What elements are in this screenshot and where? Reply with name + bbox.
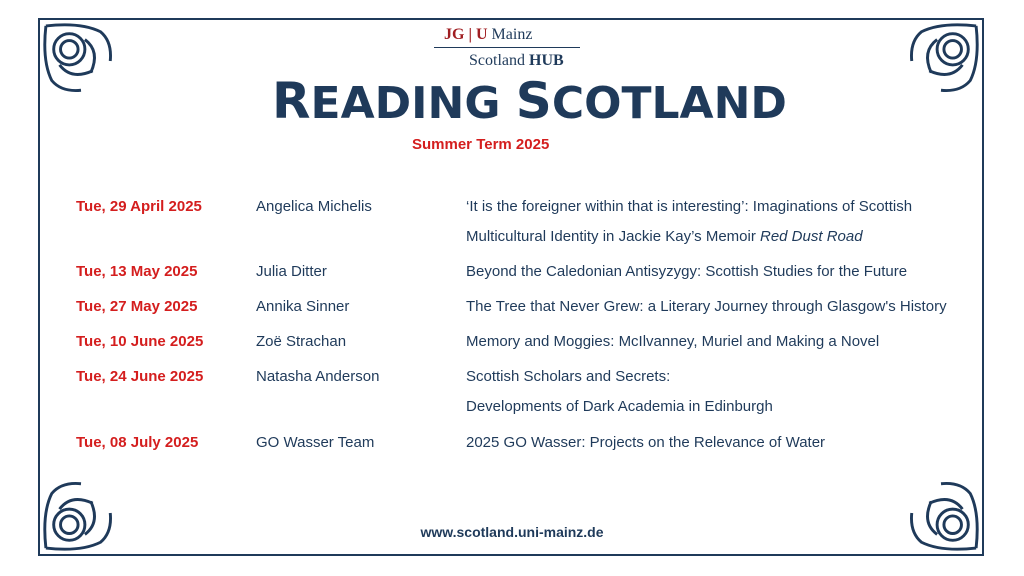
event-speaker: Annika Sinner (256, 298, 350, 315)
event-speaker: Julia Ditter (256, 263, 327, 280)
title-initial-s: S (515, 72, 552, 130)
event-title-line: Developments of Dark Academia in Edinburgh (466, 398, 773, 415)
event-title-line: ‘It is the foreigner within that is interesting’: Imaginations of Scottish (466, 198, 913, 215)
hub-label (469, 52, 564, 70)
hub-bold: HUB (529, 52, 564, 69)
event-title: 2025 GO Wasser: Projects on the Relevance of Water (466, 434, 826, 451)
event-title: Memory and Moggies: McIlvanney, Muriel and Making a Novel (466, 333, 880, 350)
celtic-knot-icon (42, 22, 120, 100)
event-title-text: Multicultural Identity in Jackie Kay’s Memoir (466, 228, 760, 245)
logo-divider (434, 47, 580, 48)
event-title (466, 362, 986, 422)
page-title (272, 72, 787, 130)
event-title-line (466, 222, 986, 252)
event-date: Tue, 24 June 2025 (76, 368, 204, 385)
event-speaker: Natasha Anderson (256, 368, 380, 385)
event-date: Tue, 13 May 2025 (76, 263, 198, 280)
title-reading-rest: EADING (310, 78, 501, 129)
university-logo (444, 26, 532, 44)
event-speaker: GO Wasser Team (256, 434, 375, 451)
logo-u: U (475, 26, 488, 43)
website-link[interactable]: www.scotland.uni-mainz.de (420, 524, 604, 540)
hub-prefix: Scotland (469, 52, 525, 69)
event-title-line: Scottish Scholars and Secrets: (466, 368, 671, 385)
event-title (466, 192, 986, 252)
event-speaker: Angelica Michelis (256, 198, 372, 215)
celtic-knot-icon (902, 22, 980, 100)
term-label: Summer Term 2025 (412, 136, 550, 153)
celtic-knot-icon (42, 474, 120, 552)
event-date: Tue, 29 April 2025 (76, 198, 202, 215)
event-date: Tue, 08 July 2025 (76, 434, 199, 451)
title-scotland-rest: COTLAND (551, 78, 787, 129)
event-title: The Tree that Never Grew: a Literary Journey through Glasgow's History (466, 298, 947, 315)
event-date: Tue, 27 May 2025 (76, 298, 198, 315)
event-title: Beyond the Caledonian Antisyzygy: Scottish Studies for the Future (466, 263, 908, 280)
event-speaker: Zoë Strachan (256, 333, 347, 350)
title-initial-r: R (272, 72, 311, 130)
logo-separator: | (468, 26, 472, 43)
event-date: Tue, 10 June 2025 (76, 333, 204, 350)
logo-mainz: Mainz (491, 26, 533, 43)
logo-jg: JG (444, 26, 465, 43)
celtic-knot-icon (902, 474, 980, 552)
event-title-italic: Red Dust Road (760, 228, 863, 245)
